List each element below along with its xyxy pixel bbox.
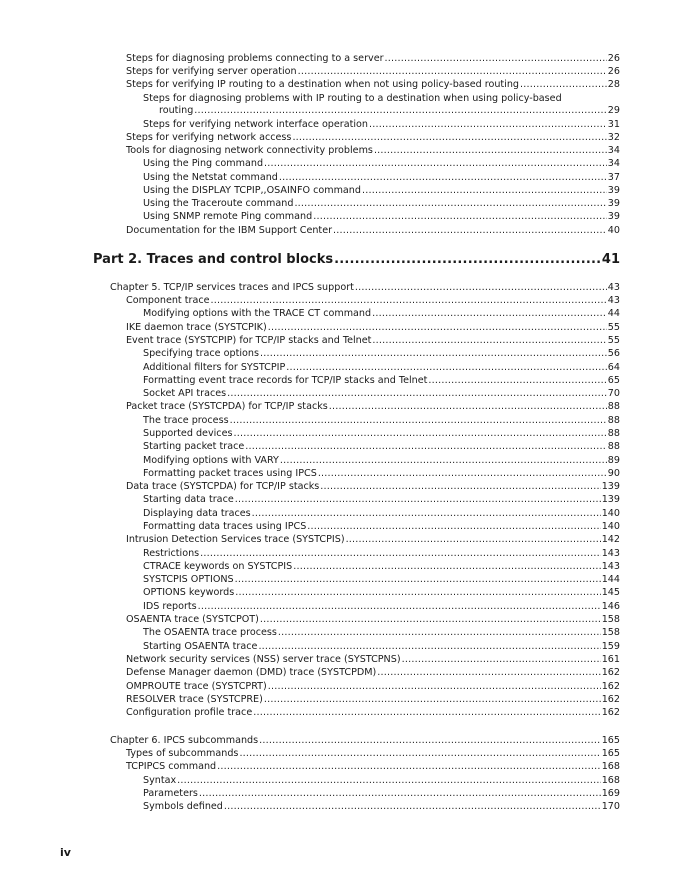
toc-entry[interactable]: OSAENTA trace (SYSTCPOT) ..... 158 [126,614,620,626]
toc-entry[interactable]: Documentation for the IBM Support Center ..... 40 [126,225,620,237]
toc-entry[interactable]: Defense Manager daemon (DMD) trace (SYSTCPDM) ..... 162 [126,667,620,679]
toc-entry[interactable]: Starting data trace ..... 139 [143,494,620,506]
toc-entry[interactable]: Restrictions ..... 143 [143,548,620,560]
toc-entry[interactable]: Parameters ..... 169 [143,788,620,800]
toc-entry[interactable]: Using the Ping command ..... 34 [143,158,620,170]
toc-entry[interactable]: Data trace (SYSTCPDA) for TCP/IP stacks ..... 139 [126,481,620,493]
toc-entry[interactable]: Symbols defined ..... 170 [143,801,620,813]
toc-entry[interactable]: IKE daemon trace (SYSTCPIK) ..... 55 [126,322,620,334]
toc-entry[interactable]: Additional filters for SYSTCPIP ..... 64 [143,362,620,374]
toc-entry[interactable]: Using the Netstat command ..... 37 [143,172,620,184]
toc-entry[interactable]: The OSAENTA trace process ..... 158 [143,627,620,639]
toc-entry[interactable]: Component trace ..... 43 [126,295,620,307]
toc-entry[interactable]: OPTIONS keywords ..... 145 [143,587,620,599]
toc-entry[interactable]: Displaying data traces ..... 140 [143,508,620,520]
toc-entry[interactable]: Event trace (SYSTCPIP) for TCP/IP stacks and Telnet ..... 55 [126,335,620,347]
toc-entry[interactable]: Starting OSAENTA trace ..... 159 [143,641,620,653]
toc-entry[interactable]: Steps for verifying IP routing to a destination when not using policy-based routing ..... 28 [126,79,620,91]
toc-entry[interactable]: Configuration profile trace ..... 162 [126,707,620,719]
toc-entry[interactable]: Socket API traces ..... 70 [143,388,620,400]
toc-entry[interactable]: Formatting data traces using IPCS ..... 140 [143,521,620,533]
toc-entry[interactable]: Using the DISPLAY TCPIP,,OSAINFO command ..... 39 [143,185,620,197]
toc-entry[interactable]: Steps for verifying network interface operation ..... 31 [143,119,620,131]
toc-entry[interactable]: Network security services (NSS) server trace (SYSTCPNS) ..... 161 [126,654,620,666]
toc-entry[interactable]: Modifying options with the TRACE CT command ..... 44 [143,308,620,320]
toc-entry[interactable]: Syntax ..... 168 [143,775,620,787]
toc-entry[interactable]: OMPROUTE trace (SYSTCPRT) ..... 162 [126,681,620,693]
toc-entry[interactable]: Specifying trace options ..... 56 [143,348,620,360]
toc-entry[interactable]: Using the Traceroute command ..... 39 [143,198,620,210]
toc-entry[interactable]: Formatting packet traces using IPCS ..... 90 [143,468,620,480]
toc-entry[interactable]: RESOLVER trace (SYSTCPRE) ..... 162 [126,694,620,706]
toc-chapter-entry[interactable]: Chapter 5. TCP/IP services traces and IPCS support ..... 43 [110,282,620,294]
toc-entry[interactable]: Formatting event trace records for TCP/IP stacks and Telnet ..... 65 [143,375,620,387]
toc-entry[interactable]: Modifying options with VARY ..... 89 [143,455,620,467]
page-number: iv [60,846,71,859]
toc-entry[interactable]: Types of subcommands ..... 165 [126,748,620,760]
toc-entry[interactable]: TCPIPCS command ..... 168 [126,761,620,773]
toc-entry[interactable]: Supported devices ..... 88 [143,428,620,440]
toc-entry[interactable]: Using SNMP remote Ping command ..... 39 [143,211,620,223]
toc-entry[interactable]: The trace process ..... 88 [143,415,620,427]
toc-entry[interactable]: IDS reports ..... 146 [143,601,620,613]
toc-entry[interactable]: Tools for diagnosing network connectivity problems ..... 34 [126,145,620,157]
toc-entry[interactable]: Steps for diagnosing problems connecting to a server ..... 26 [126,53,620,65]
toc-entry[interactable]: Packet trace (SYSTCPDA) for TCP/IP stacks ..... 88 [126,401,620,413]
toc-entry[interactable]: Intrusion Detection Services trace (SYSTCPIS) ..... 142 [126,534,620,546]
toc-chapter-entry[interactable]: Chapter 6. IPCS subcommands ..... 165 [110,735,620,747]
toc-part-heading[interactable]: Part 2. Traces and control blocks ..... 41 [93,252,620,268]
toc-entry[interactable]: routing ..... 29 [159,105,620,117]
toc-entry-wrapped-line[interactable]: Steps for diagnosing problems with IP routing to a destination when using policy-based [143,93,562,104]
toc-entry[interactable]: Steps for verifying server operation ..... 26 [126,66,620,78]
toc-entry[interactable]: CTRACE keywords on SYSTCPIS ..... 143 [143,561,620,573]
toc-entry[interactable]: Starting packet trace ..... 88 [143,441,620,453]
toc-entry[interactable]: Steps for verifying network access ..... 32 [126,132,620,144]
toc-entry[interactable]: SYSTCPIS OPTIONS ..... 144 [143,574,620,586]
